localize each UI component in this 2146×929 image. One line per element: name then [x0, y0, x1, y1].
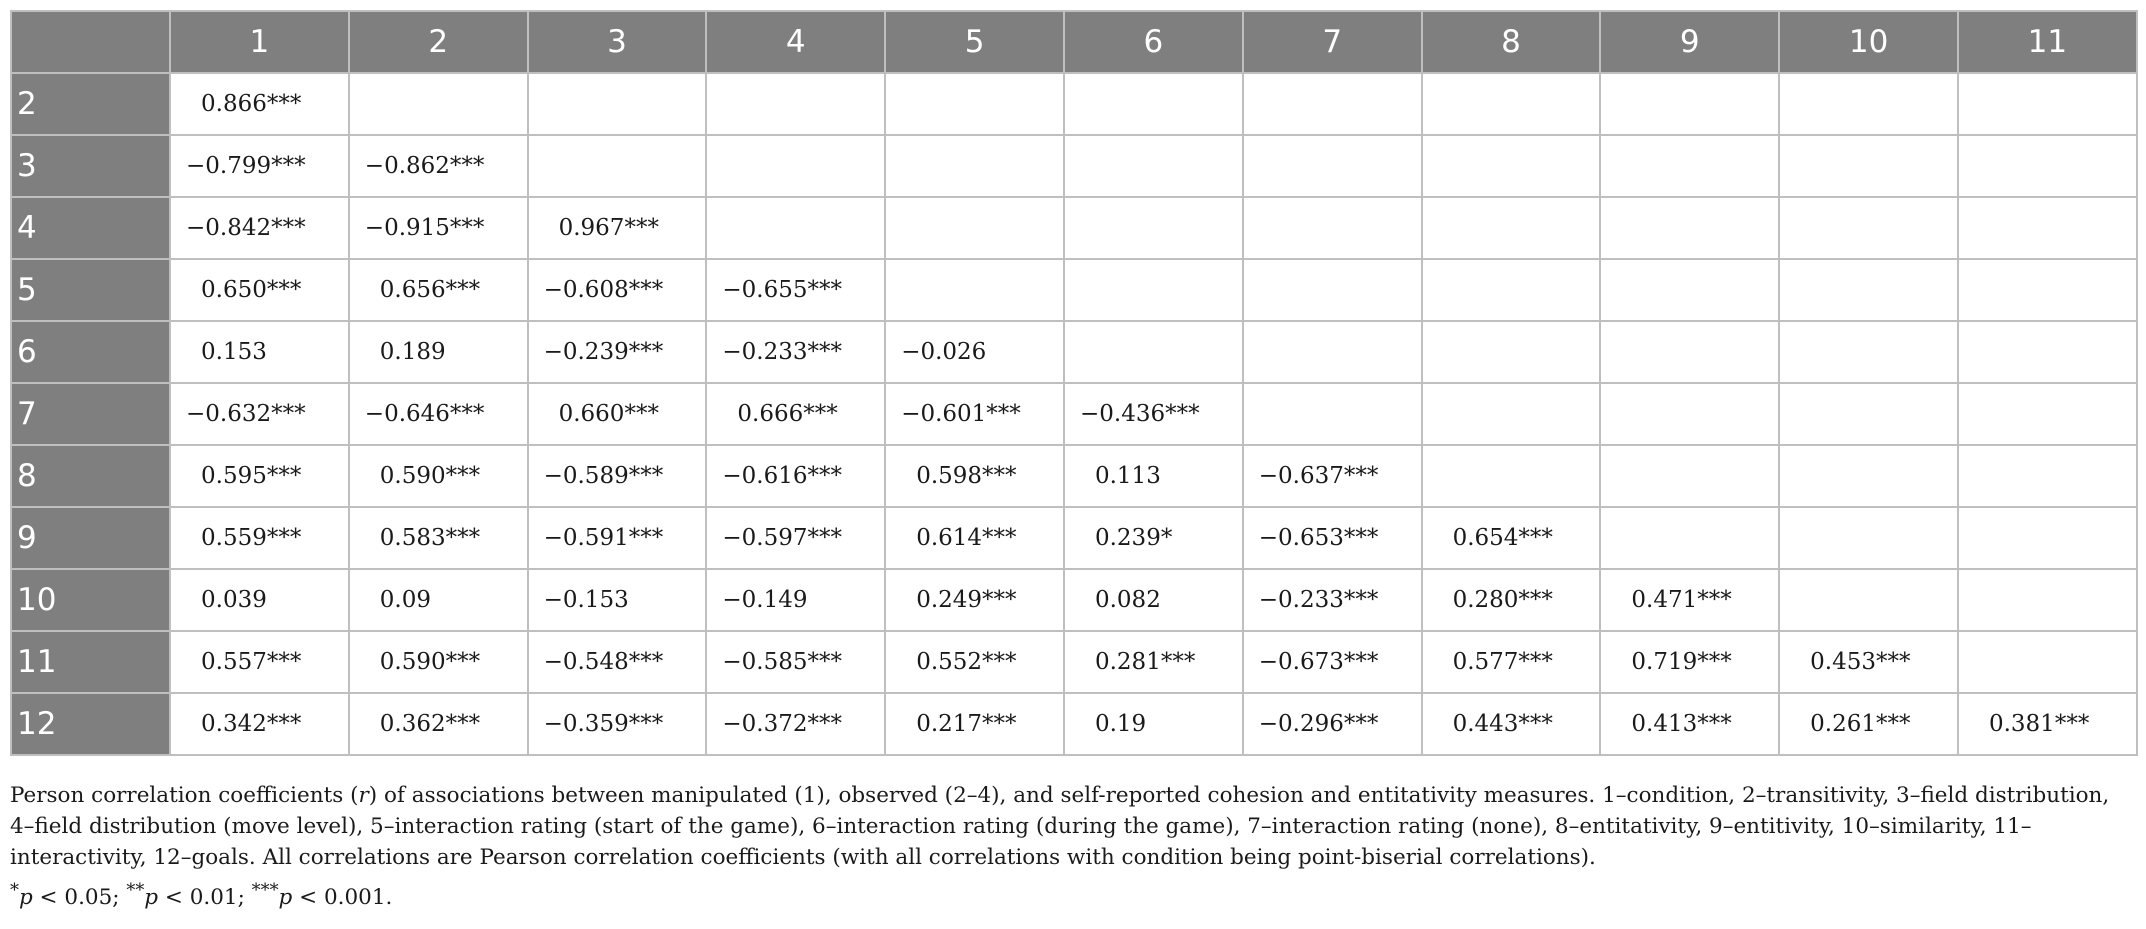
row-header-10: 10	[11, 569, 170, 631]
correlation-cell: 0.039	[170, 569, 349, 631]
correlation-cell: 0.082	[1064, 569, 1243, 631]
correlation-cell: −0.239***	[528, 321, 707, 383]
correlation-cell: 0.577***	[1422, 631, 1601, 693]
empty-cell	[1600, 445, 1779, 507]
correlation-cell: −0.653***	[1243, 507, 1422, 569]
table-row	[11, 631, 2137, 693]
column-header-3: 3	[528, 11, 707, 73]
correlation-cell: −0.915***	[349, 197, 528, 259]
empty-cell	[1779, 73, 1958, 135]
table-body	[11, 73, 2137, 755]
empty-cell	[1779, 507, 1958, 569]
correlation-cell: −0.799***	[170, 135, 349, 197]
table-row	[11, 569, 2137, 631]
empty-cell	[1779, 383, 1958, 445]
table-row	[11, 693, 2137, 755]
correlation-cell: 0.19	[1064, 693, 1243, 755]
empty-cell	[349, 73, 528, 135]
correlation-cell: 0.261***	[1779, 693, 1958, 755]
empty-cell	[1600, 197, 1779, 259]
caption-text-rest: ) of associations between manipulated (1), observed (2–4), and self-reported cohesion and entitativity measures. 1–condition, 2–transitivity, 3–field distribution, 4–field distribution (move level), 5–interaction rating (start of the game), 6–interaction rating (during the game), 7–interaction rating (none), 8–entitativity, 9–entitivity, 10–similarity, 11–interactivity, 12–goals. All correlations are Pearson correlation coefficients (with all correlations with condition being point-biserial correlations).	[10, 783, 2110, 870]
correlation-cell: 0.453***	[1779, 631, 1958, 693]
table-caption	[10, 780, 2136, 873]
correlation-cell: 0.113	[1064, 445, 1243, 507]
table-row	[11, 445, 2137, 507]
row-header-5: 5	[11, 259, 170, 321]
empty-cell	[1064, 259, 1243, 321]
correlation-cell: 0.559***	[170, 507, 349, 569]
empty-cell	[1422, 259, 1601, 321]
row-header-4: 4	[11, 197, 170, 259]
empty-cell	[1958, 569, 2137, 631]
header-corner	[11, 11, 170, 73]
empty-cell	[1779, 259, 1958, 321]
empty-cell	[1600, 259, 1779, 321]
empty-cell	[1064, 321, 1243, 383]
correlation-cell: −0.597***	[706, 507, 885, 569]
correlation-cell: 0.967***	[528, 197, 707, 259]
empty-cell	[1243, 135, 1422, 197]
correlation-cell: −0.589***	[528, 445, 707, 507]
correlation-cell: 0.09	[349, 569, 528, 631]
significance-note	[10, 875, 2136, 913]
empty-cell	[1958, 197, 2137, 259]
empty-cell	[1958, 135, 2137, 197]
empty-cell	[706, 197, 885, 259]
empty-cell	[1243, 321, 1422, 383]
row-header-7: 7	[11, 383, 170, 445]
correlation-table-container	[10, 10, 2136, 756]
empty-cell	[1422, 197, 1601, 259]
table-row	[11, 507, 2137, 569]
correlation-cell: 0.590***	[349, 631, 528, 693]
correlation-cell: −0.372***	[706, 693, 885, 755]
correlation-cell: 0.598***	[885, 445, 1064, 507]
empty-cell	[1958, 259, 2137, 321]
empty-cell	[1958, 507, 2137, 569]
empty-cell	[1779, 445, 1958, 507]
correlation-cell: −0.548***	[528, 631, 707, 693]
empty-cell	[1243, 259, 1422, 321]
correlation-cell: 0.362***	[349, 693, 528, 755]
table-row	[11, 73, 2137, 135]
empty-cell	[1779, 135, 1958, 197]
column-header-9: 9	[1600, 11, 1779, 73]
sig-mark-2: **	[126, 880, 145, 901]
empty-cell	[1243, 383, 1422, 445]
empty-cell	[528, 135, 707, 197]
correlation-table	[10, 10, 2138, 756]
correlation-cell: 0.666***	[706, 383, 885, 445]
correlation-cell: 0.217***	[885, 693, 1064, 755]
correlation-cell: −0.646***	[349, 383, 528, 445]
correlation-cell: −0.436***	[1064, 383, 1243, 445]
header-row	[11, 11, 2137, 73]
correlation-cell: 0.281***	[1064, 631, 1243, 693]
empty-cell	[1779, 321, 1958, 383]
empty-cell	[885, 135, 1064, 197]
correlation-cell: −0.585***	[706, 631, 885, 693]
correlation-cell: −0.026	[885, 321, 1064, 383]
column-header-4: 4	[706, 11, 885, 73]
empty-cell	[1779, 569, 1958, 631]
empty-cell	[1422, 445, 1601, 507]
row-header-8: 8	[11, 445, 170, 507]
column-header-1: 1	[170, 11, 349, 73]
correlation-cell: −0.233***	[1243, 569, 1422, 631]
sig-mark-1: *	[10, 880, 19, 901]
empty-cell	[1600, 383, 1779, 445]
correlation-cell: 0.650***	[170, 259, 349, 321]
sig-text-3: < 0.001.	[292, 885, 393, 911]
correlation-cell: 0.719***	[1600, 631, 1779, 693]
correlation-cell: −0.673***	[1243, 631, 1422, 693]
correlation-cell: −0.616***	[706, 445, 885, 507]
correlation-cell: 0.614***	[885, 507, 1064, 569]
correlation-cell: 0.342***	[170, 693, 349, 755]
empty-cell	[885, 259, 1064, 321]
correlation-cell: −0.862***	[349, 135, 528, 197]
correlation-cell: 0.660***	[528, 383, 707, 445]
empty-cell	[885, 197, 1064, 259]
correlation-cell: 0.583***	[349, 507, 528, 569]
empty-cell	[885, 73, 1064, 135]
row-header-6: 6	[11, 321, 170, 383]
caption-r-symbol: r	[358, 783, 369, 808]
correlation-cell: 0.557***	[170, 631, 349, 693]
correlation-cell: 0.654***	[1422, 507, 1601, 569]
caption-text-start: Person correlation coefficients (	[10, 783, 359, 808]
column-header-6: 6	[1064, 11, 1243, 73]
sig-text-2: < 0.01;	[158, 885, 252, 911]
table-row	[11, 321, 2137, 383]
empty-cell	[1600, 73, 1779, 135]
empty-cell	[1243, 197, 1422, 259]
correlation-cell: −0.608***	[528, 259, 707, 321]
column-header-10: 10	[1779, 11, 1958, 73]
empty-cell	[706, 73, 885, 135]
correlation-cell: −0.233***	[706, 321, 885, 383]
empty-cell	[1958, 383, 2137, 445]
correlation-cell: 0.590***	[349, 445, 528, 507]
sig-p-2: p	[144, 885, 159, 911]
empty-cell	[1422, 135, 1601, 197]
empty-cell	[1600, 135, 1779, 197]
empty-cell	[1600, 321, 1779, 383]
column-header-8: 8	[1422, 11, 1601, 73]
correlation-cell: −0.296***	[1243, 693, 1422, 755]
empty-cell	[706, 135, 885, 197]
correlation-cell: 0.249***	[885, 569, 1064, 631]
correlation-cell: −0.632***	[170, 383, 349, 445]
empty-cell	[1064, 135, 1243, 197]
correlation-cell: 0.656***	[349, 259, 528, 321]
empty-cell	[1779, 197, 1958, 259]
correlation-cell: −0.842***	[170, 197, 349, 259]
correlation-cell: −0.601***	[885, 383, 1064, 445]
empty-cell	[1064, 197, 1243, 259]
empty-cell	[1422, 383, 1601, 445]
row-header-2: 2	[11, 73, 170, 135]
table-row	[11, 383, 2137, 445]
sig-text-1: < 0.05;	[32, 885, 127, 911]
correlation-cell: 0.153	[170, 321, 349, 383]
empty-cell	[1958, 321, 2137, 383]
table-footnotes	[10, 780, 2136, 913]
table-row	[11, 197, 2137, 259]
empty-cell	[1600, 507, 1779, 569]
sig-mark-3: ***	[251, 880, 279, 901]
column-header-2: 2	[349, 11, 528, 73]
correlation-cell: −0.637***	[1243, 445, 1422, 507]
table-row	[11, 135, 2137, 197]
sig-p-3: p	[278, 885, 293, 911]
correlation-cell: 0.866***	[170, 73, 349, 135]
empty-cell	[1958, 631, 2137, 693]
correlation-cell: 0.471***	[1600, 569, 1779, 631]
row-header-9: 9	[11, 507, 170, 569]
table-row	[11, 259, 2137, 321]
row-header-3: 3	[11, 135, 170, 197]
correlation-cell: 0.189	[349, 321, 528, 383]
correlation-cell: −0.149	[706, 569, 885, 631]
correlation-cell: 0.595***	[170, 445, 349, 507]
correlation-cell: −0.153	[528, 569, 707, 631]
empty-cell	[1958, 445, 2137, 507]
row-header-11: 11	[11, 631, 170, 693]
row-header-12: 12	[11, 693, 170, 755]
correlation-cell: 0.239*	[1064, 507, 1243, 569]
column-header-5: 5	[885, 11, 1064, 73]
correlation-cell: 0.443***	[1422, 693, 1601, 755]
empty-cell	[528, 73, 707, 135]
sig-p-1: p	[18, 885, 33, 911]
correlation-cell: 0.552***	[885, 631, 1064, 693]
correlation-cell: 0.280***	[1422, 569, 1601, 631]
empty-cell	[1422, 73, 1601, 135]
empty-cell	[1243, 73, 1422, 135]
column-header-7: 7	[1243, 11, 1422, 73]
empty-cell	[1422, 321, 1601, 383]
empty-cell	[1958, 73, 2137, 135]
empty-cell	[1064, 73, 1243, 135]
correlation-cell: −0.591***	[528, 507, 707, 569]
correlation-cell: 0.381***	[1958, 693, 2137, 755]
correlation-cell: 0.413***	[1600, 693, 1779, 755]
correlation-cell: −0.359***	[528, 693, 707, 755]
correlation-cell: −0.655***	[706, 259, 885, 321]
column-header-11: 11	[1958, 11, 2137, 73]
